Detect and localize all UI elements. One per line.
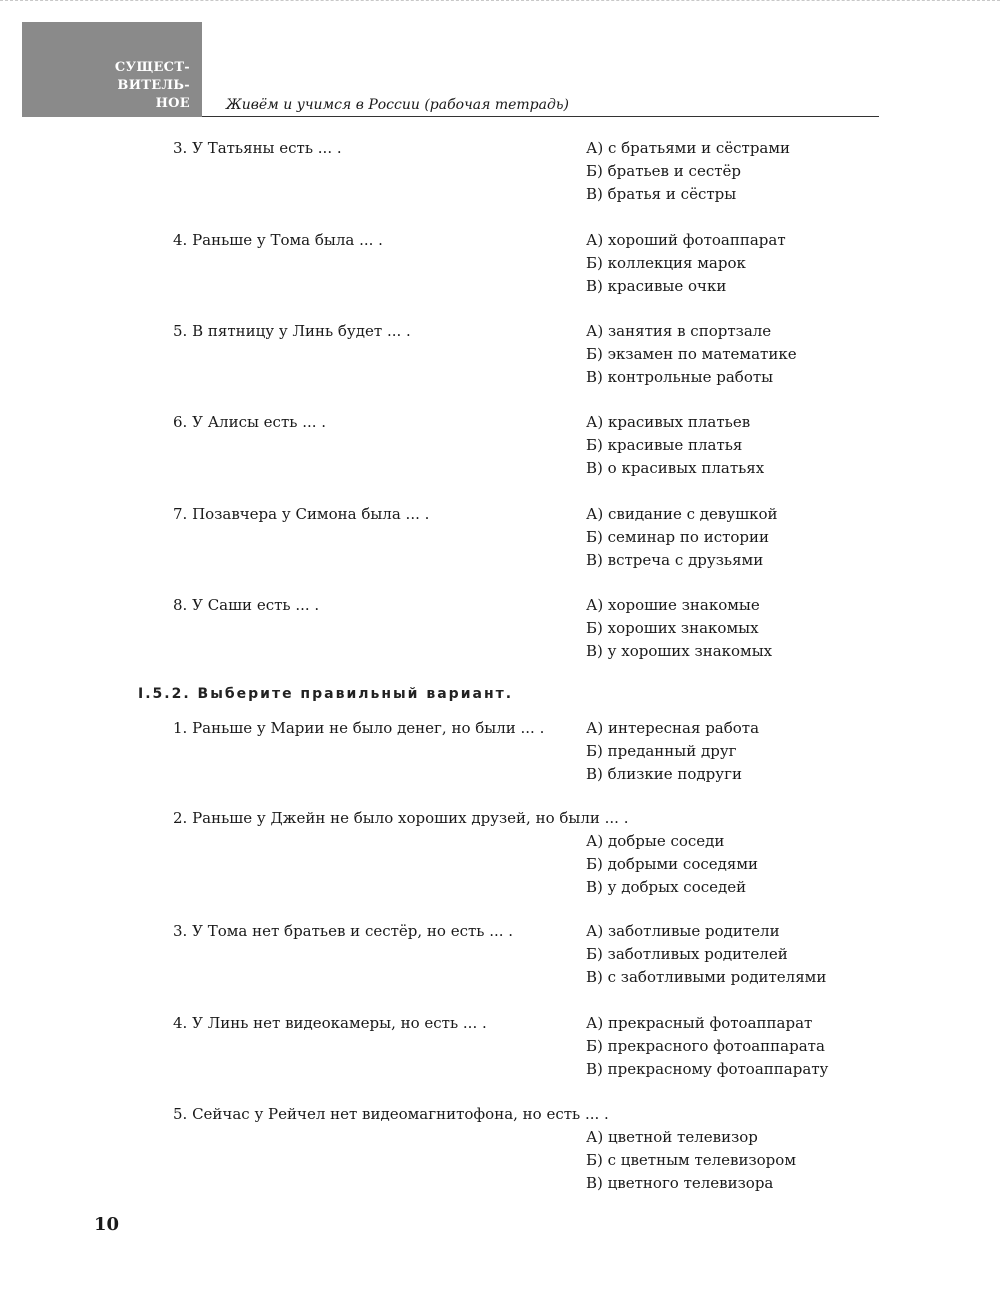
page-number: 10	[94, 1214, 120, 1235]
option-b: Б) заботливых родителей	[586, 945, 788, 963]
chapter-tab-line: СУЩЕСТ-	[114, 60, 190, 75]
question: 5. В пятницу у Линь будет ... .	[173, 322, 411, 340]
section-title: I.5.2. Выберите правильный вариант.	[138, 686, 514, 702]
question: 2. Раньше у Джейн не было хороших друзей, но были ... .	[173, 809, 629, 827]
option-b: Б) семинар по истории	[586, 528, 770, 546]
option-b: Б) с цветным телевизором	[586, 1151, 796, 1169]
option-a: А) интересная работа	[586, 719, 760, 737]
option-a: А) с братьями и сёстрами	[586, 139, 791, 157]
running-header-title: Живём и учимся в России (рабочая тетрадь)	[226, 97, 569, 113]
option-c: В) цветного телевизора	[586, 1174, 774, 1192]
option-c: В) прекрасному фотоаппарату	[586, 1060, 829, 1078]
option-b: Б) прекрасного фотоаппарата	[586, 1037, 825, 1055]
option-b: Б) братьев и сестёр	[586, 162, 741, 180]
option-c: В) контрольные работы	[586, 368, 774, 386]
option-a: А) красивых платьев	[586, 413, 751, 431]
option-b: Б) экзамен по математике	[586, 345, 797, 363]
option-b: Б) добрыми соседями	[586, 855, 758, 873]
option-a: А) прекрасный фотоаппарат	[586, 1014, 813, 1032]
question: 6. У Алисы есть ... .	[173, 413, 327, 431]
question: 3. У Татьяны есть ... .	[173, 139, 342, 157]
question: 7. Позавчера у Симона была ... .	[173, 505, 430, 523]
option-c: В) близкие подруги	[586, 765, 742, 783]
question: 5. Сейчас у Рейчел нет видеомагнитофона, но есть ... .	[173, 1105, 609, 1123]
option-c: В) красивые очки	[586, 277, 727, 295]
question: 4. Раньше у Тома была ... .	[173, 231, 383, 249]
option-c: В) с заботливыми родителями	[586, 968, 827, 986]
option-a: А) заботливые родители	[586, 922, 780, 940]
option-c: В) встреча с друзьями	[586, 551, 764, 569]
option-a: А) занятия в спортзале	[586, 322, 772, 340]
header-rule	[202, 116, 879, 117]
question: 4. У Линь нет видеокамеры, но есть ... .	[173, 1014, 487, 1032]
option-c: В) братья и сёстры	[586, 185, 737, 203]
option-b: Б) коллекция марок	[586, 254, 746, 272]
option-a: А) хороший фотоаппарат	[586, 231, 786, 249]
option-b: Б) хороших знакомых	[586, 619, 759, 637]
option-a: А) хорошие знакомые	[586, 596, 760, 614]
question: 1. Раньше у Марии не было денег, но были ... .	[173, 719, 545, 737]
option-a: А) добрые соседи	[586, 832, 725, 850]
option-b: Б) преданный друг	[586, 742, 737, 760]
chapter-tab	[22, 22, 202, 117]
option-a: А) свидание с девушкой	[586, 505, 778, 523]
option-b: Б) красивые платья	[586, 436, 743, 454]
option-c: В) у добрых соседей	[586, 878, 747, 896]
chapter-tab-line: НОЕ	[155, 96, 190, 111]
question: 3. У Тома нет братьев и сестёр, но есть ... .	[173, 922, 514, 940]
option-c: В) о красивых платьях	[586, 459, 765, 477]
question: 8. У Саши есть ... .	[173, 596, 320, 614]
chapter-tab-text	[115, 59, 190, 113]
chapter-tab-line: ВИТЕЛЬ-	[117, 78, 190, 93]
option-a: А) цветной телевизор	[586, 1128, 758, 1146]
top-dashed-border	[0, 0, 1000, 1]
option-c: В) у хороших знакомых	[586, 642, 773, 660]
